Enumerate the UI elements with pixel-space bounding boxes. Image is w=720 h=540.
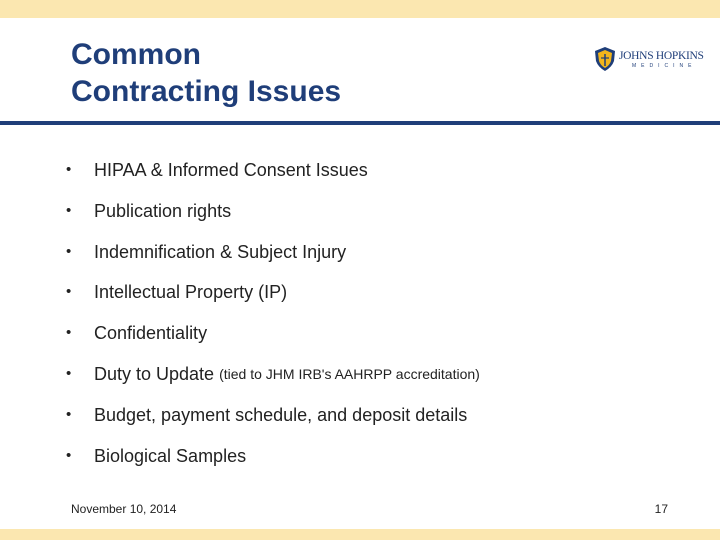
footer-date: November 10, 2014 <box>71 502 177 516</box>
bullet-dot: • <box>66 364 72 382</box>
bottom-color-band <box>0 529 720 540</box>
title-line-2: Contracting Issues <box>71 75 342 108</box>
bullet-item <box>66 154 480 195</box>
bullet-text: Duty to Update <box>94 363 215 384</box>
bullet-item <box>66 195 480 236</box>
logo-subtitle: MEDICINE <box>632 63 697 69</box>
bullet-dot: • <box>66 242 72 260</box>
slide-number: 17 <box>654 502 668 516</box>
title-line-1: Common <box>71 38 201 71</box>
bullet-text: HIPAA & Informed Consent Issues <box>94 160 368 180</box>
bullet-item <box>66 236 480 277</box>
bullet-dot: • <box>66 324 72 342</box>
shield-icon <box>593 46 617 72</box>
bullet-text: Intellectual Property (IP) <box>94 282 288 303</box>
bullet-item <box>66 399 480 440</box>
bullet-item <box>66 358 480 399</box>
top-color-band <box>0 0 720 18</box>
bullet-dot: • <box>66 161 72 178</box>
bullet-dot: • <box>66 283 72 301</box>
bullet-text: Confidentiality <box>94 323 208 344</box>
bullet-text: Publication rights <box>94 200 232 221</box>
bullet-note: (tied to JHM IRB's AAHRPP accreditation) <box>219 365 480 382</box>
bullet-text: Budget, payment schedule, and deposit details <box>94 404 468 425</box>
bullet-item <box>66 317 480 358</box>
title-divider <box>0 121 720 125</box>
bullet-text: Biological Samples <box>94 445 247 466</box>
logo-name: JOHNS HOPKINS <box>619 50 704 62</box>
bullet-list <box>66 154 480 480</box>
johns-hopkins-logo <box>593 46 705 74</box>
bullet-item <box>66 276 480 317</box>
bullet-item <box>66 440 480 481</box>
bullet-dot: • <box>66 201 72 219</box>
slide-title <box>71 36 491 110</box>
bullet-dot: • <box>66 405 72 423</box>
bullet-dot: • <box>66 446 72 464</box>
bullet-text: Indemnification & Subject Injury <box>94 241 347 262</box>
